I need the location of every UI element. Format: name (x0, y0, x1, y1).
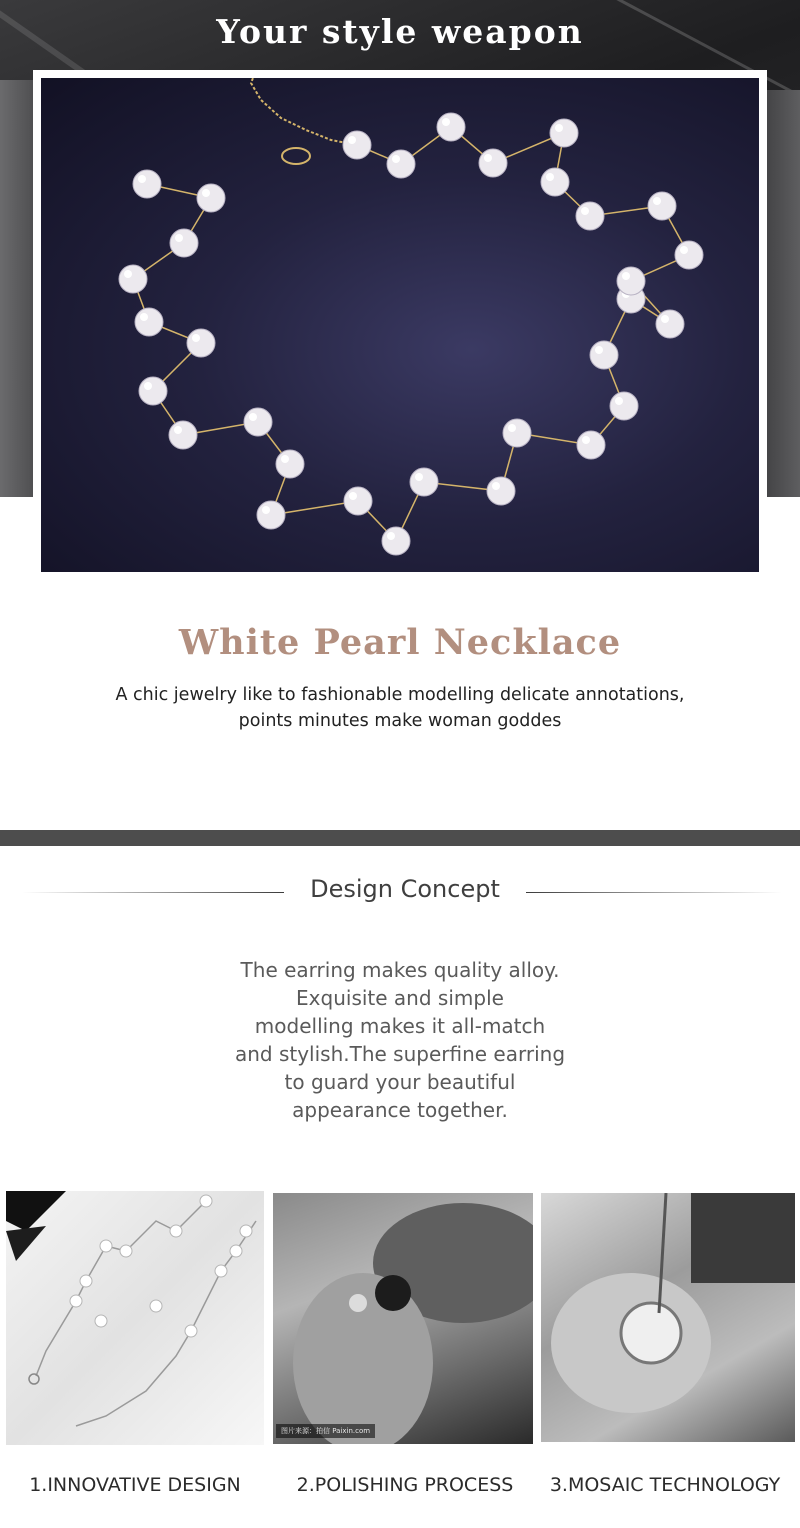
pearl-highlight (680, 246, 688, 254)
polishing-process-photo (273, 1193, 533, 1444)
pearl (576, 202, 604, 230)
pearl-highlight (492, 482, 500, 490)
pearl-highlight (653, 197, 661, 205)
concept-text-line: modelling makes it all-match (254, 1014, 546, 1038)
pearl-highlight (138, 175, 146, 183)
pearl (503, 419, 531, 447)
pearl (197, 184, 225, 212)
pearl-highlight (392, 155, 400, 163)
design-concept-text (150, 956, 650, 1124)
pearl (610, 392, 638, 420)
hero-title: Your style weapon (216, 12, 584, 51)
pearl-highlight (192, 334, 200, 342)
pearl (187, 329, 215, 357)
photo-watermark: 图片来源：拍信 Paixin.com (276, 1424, 375, 1438)
pearl (387, 150, 415, 178)
pearl (382, 527, 410, 555)
clasp (29, 1374, 39, 1384)
pearl (135, 308, 163, 336)
product-description-line: points minutes make woman goddes (238, 711, 562, 731)
pearl (648, 192, 676, 220)
concept-text-line: The earring makes quality alloy. (240, 958, 560, 982)
pearl (617, 267, 645, 295)
product-description-line: A chic jewelry like to fashionable modelling delicate annotations, (115, 685, 685, 705)
pearl (257, 501, 285, 529)
pearl-highlight (144, 382, 152, 390)
pearl (541, 168, 569, 196)
concept-text-line: Exquisite and simple (296, 986, 504, 1010)
pearl-highlight (555, 124, 563, 132)
pearl (139, 377, 167, 405)
section-divider-band (0, 830, 800, 846)
feature-label-polishing-process: 2.POLISHING PROCESS (296, 1474, 514, 1496)
pearl-highlight (484, 154, 492, 162)
pearl (119, 265, 147, 293)
pearl-highlight (281, 455, 289, 463)
concept-text-line: and stylish.The superfine earring (234, 1042, 566, 1066)
pearl (343, 131, 371, 159)
heading-rule-right (526, 892, 782, 893)
pearl-highlight (174, 426, 182, 434)
pearl-highlight (387, 532, 395, 540)
pearl-highlight (582, 436, 590, 444)
pearl-highlight (175, 234, 183, 242)
pearl (169, 421, 197, 449)
pearl-highlight (349, 492, 357, 500)
pearl-highlight (249, 413, 257, 421)
pearl-highlight (262, 506, 270, 514)
jewel-piece (349, 1294, 367, 1312)
heading-rule-left (22, 892, 284, 893)
pearl (276, 450, 304, 478)
pearl (577, 431, 605, 459)
pearl-highlight (415, 473, 423, 481)
pearl (487, 477, 515, 505)
feature-label-mosaic-technology: 3.MOSAIC TECHNOLOGY (549, 1474, 781, 1496)
polishing-wheel (375, 1275, 411, 1311)
lobster-clasp (282, 148, 310, 164)
pearl (437, 113, 465, 141)
pearl (479, 149, 507, 177)
pearl-highlight (124, 270, 132, 278)
pearl (550, 119, 578, 147)
necklace-extension-chain (251, 78, 357, 145)
pearl (410, 468, 438, 496)
pearl-highlight (508, 424, 516, 432)
design-concept-heading: Design Concept (310, 875, 500, 903)
necklace-illustration (41, 78, 759, 572)
pearl-highlight (140, 313, 148, 321)
pearl-highlight (615, 397, 623, 405)
pearl-highlight (622, 272, 630, 280)
product-name: White Pearl Necklace (178, 622, 622, 663)
loupe-shape (691, 1193, 795, 1283)
pearl (133, 170, 161, 198)
pearl-highlight (546, 173, 554, 181)
pearl-highlight (348, 136, 356, 144)
pearl-highlight (661, 315, 669, 323)
polishing-hands-illustration (273, 1193, 533, 1444)
silver-necklace-illustration (6, 1191, 264, 1445)
feature-label-innovative-design: 1.INNOVATIVE DESIGN (29, 1474, 241, 1496)
pearl (656, 310, 684, 338)
necklace-product-photo (41, 78, 759, 572)
pearl (170, 229, 198, 257)
pearl-highlight (202, 189, 210, 197)
pearl-highlight (442, 118, 450, 126)
pearl (675, 241, 703, 269)
pearl-group (70, 1195, 252, 1337)
concept-text-line: to guard your beautiful (284, 1070, 516, 1094)
mosaic-technology-photo (541, 1193, 795, 1442)
product-description (60, 682, 740, 734)
pearl (244, 408, 272, 436)
pearl-highlight (581, 207, 589, 215)
concept-text-line: appearance together. (292, 1098, 508, 1122)
leaf-shadow (6, 1226, 46, 1261)
pearl-highlight (595, 346, 603, 354)
brooch-piece (621, 1303, 681, 1363)
leaf-shadow (6, 1191, 66, 1231)
pearl (590, 341, 618, 369)
pearl (344, 487, 372, 515)
innovative-design-photo (6, 1191, 264, 1445)
jeweler-loupe-illustration (541, 1193, 795, 1442)
